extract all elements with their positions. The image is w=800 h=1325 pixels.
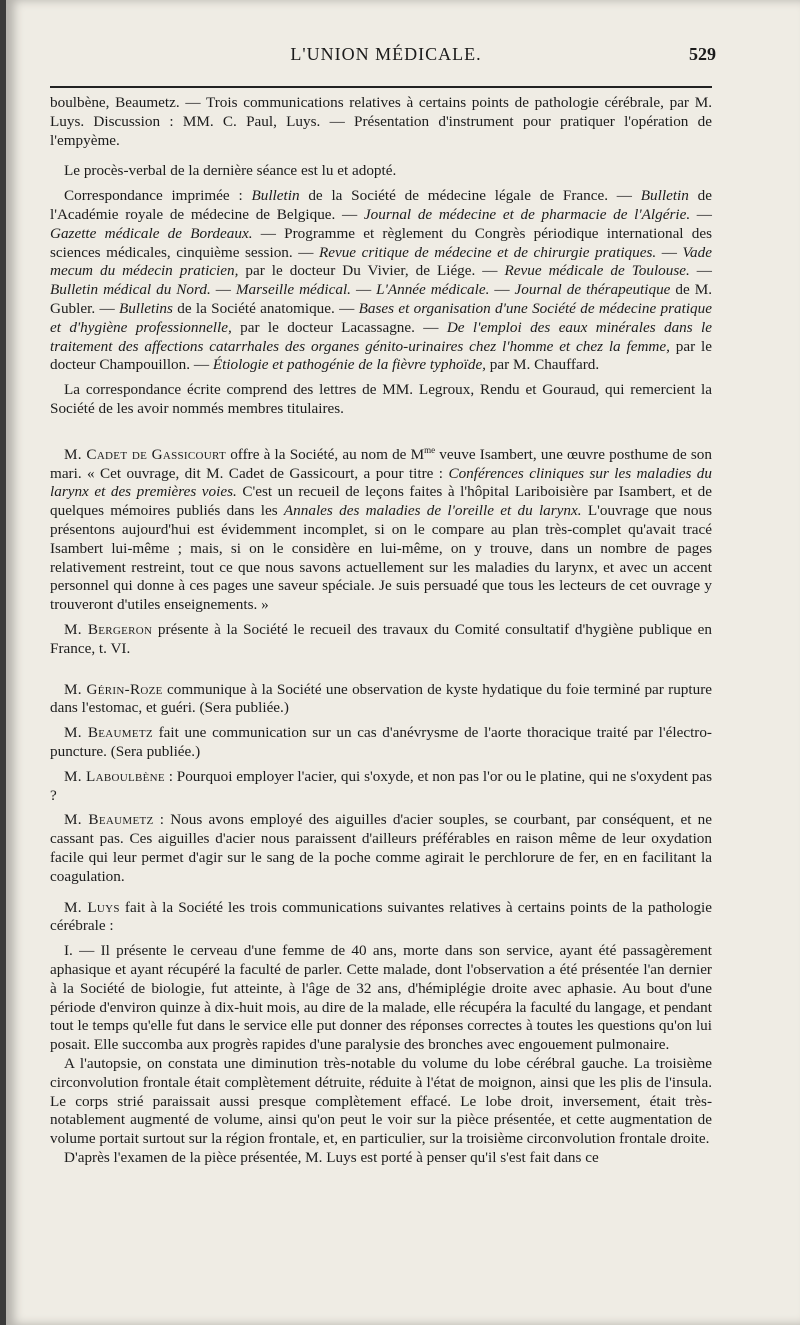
italic-title: Journal de thérapeutique: [514, 281, 671, 299]
paragraph-laboulbene: [50, 768, 712, 806]
journal-title: L'UNION MÉDICALE.: [290, 44, 482, 64]
paragraph-cadet-de-gassicourt: [50, 441, 712, 615]
paragraph-minutes: Le procès-verbal de la dernière séance est lu et adopté.: [64, 162, 397, 180]
paragraph-autopsy: A l'autopsie, on constata une diminution très-notable du volume du lobe cérébral gauche. La troisième circonvolution frontale était complètement détruite, réduite à l'état de moignon, ainsi que les plis de l'insula. Le corps strié paraissait aussi presque complètement effacé. Le lobe droit, inversement, était très-notablement augmenté de volume, ainsi qu'on peut le voir sur la pièce présentée, et cette augmentation de volume portait surtout sur la région frontale, et, en particulier, sur la troisième circonvolution frontale droite.: [50, 1054, 712, 1148]
text-segment: par le docteur Du Vivier, de Liége. —: [238, 262, 505, 280]
paragraph-printed-correspondence: [50, 187, 712, 375]
text-segment: : Pourquoi employer l'acier, qui s'oxyde, et non pas l'or ou le platine, qui ne s'oxydent pas ?: [50, 767, 712, 804]
text-segment: —: [689, 262, 712, 280]
italic-title: De l'emploi des eaux minérales dans le traitement des affections catarrhales des organes génito-urinaires chez l'homme et chez la femme,: [50, 318, 712, 355]
text-segment: de l'Académie royale de médecine de Belgique. —: [50, 187, 712, 223]
paragraph-summary: boulbène, Beaumetz. — Trois communications relatives à certains points de pathologie cérébrale, par M. Luys. Discussion : MM. C. Paul, Luys. — Présentation d'instrument pour pratiquer l'opération de l'empyème.: [50, 94, 712, 149]
text-segment: —: [210, 281, 236, 299]
paragraph-bergeron: [50, 621, 712, 659]
text-segment: par le docteur Champouillon. —: [50, 337, 712, 374]
text-segment: —: [350, 281, 377, 299]
italic-title: Marseille médical.: [235, 281, 351, 299]
italic-title: Revue médicale de Toulouse.: [504, 262, 690, 280]
italic-title: Bulletin: [640, 187, 689, 205]
text-segment: par M. Chauffard.: [485, 356, 600, 374]
running-header: [56, 44, 716, 74]
paragraph-written-correspondence: La correspondance écrite comprend des lettres de MM. Legroux, Rendu et Gouraud, qui remercient la Société de les avoir nommés membres titulaires.: [50, 381, 712, 417]
paragraph-examination: D'après l'examen de la pièce présentée, M. Luys est porté à penser qu'il s'est fait dans ce: [64, 1148, 599, 1166]
text-segment: fait une communication sur un cas d'anévrysme de l'aorte thoracique traité par l'électro-puncture. (Sera publiée.): [50, 724, 712, 760]
text-segment: de la Société de médecine légale de France. —: [299, 187, 641, 205]
text-segment: communique à la Société une observation de kyste hydatique du foie terminé par rupture dans l'estomac, et guéri. (Sera publiée.): [50, 680, 712, 717]
speaker-name: M. Beaumetz: [64, 811, 154, 829]
italic-title: Bases et organisation d'une Société de médecine pratique et d'hygiène professionnelle,: [50, 299, 712, 336]
text-segment: fait à la Société les trois communications suivantes relatives à certains points de la pathologie cérébrale :: [50, 898, 712, 935]
page-number: 529: [689, 44, 716, 64]
italic-title: Bulletin médical du Nord.: [50, 281, 211, 299]
italic-title: Gazette médicale de Bordeaux.: [50, 224, 253, 242]
text-segment: offre à la Société, au nom de M: [226, 445, 425, 463]
text-segment: —: [656, 243, 683, 261]
body-text: [50, 94, 712, 1168]
superscript: me: [424, 444, 436, 455]
italic-title: Bulletin: [251, 187, 300, 205]
text-segment: L'ouvrage que nous présentons aujourd'hui est évidemment incomplet, si on le compare au plan très-complet qu'avait tracé Isambert lui-même ; mais, si on le considère en lui-même, on y trouve, dans un nombre de pages relativement restreint, tout ce que nous savons actuellement sur les maladies du larynx, et avec un accent personnel qui donne à ces pages une saveur spéciale. Je suis persuadé que tous les lecteurs de cet ouvrage y trouveront d'utiles enseignements. »: [50, 502, 712, 614]
text-segment: par le docteur Lacassagne. —: [231, 318, 447, 336]
italic-title: Étiologie et pathogénie de la fièvre typhoïde,: [212, 356, 486, 374]
speaker-name: M. Beaumetz: [64, 724, 153, 742]
paragraph-gerin-roze: [50, 681, 712, 719]
header-rule: [50, 86, 712, 88]
paragraph-beaumetz-communication: [50, 724, 712, 762]
italic-title: Bulletins: [118, 299, 173, 317]
text-segment: présente à la Société le recueil des travaux du Comité consultatif d'hygiène publique en France, t. VI.: [50, 620, 712, 657]
speaker-name: M. Bergeron: [64, 620, 153, 638]
speaker-name: M. Cadet de Gassicourt: [64, 445, 227, 463]
text-segment: —: [690, 205, 712, 223]
text-segment: C'est un recueil de leçons faites à l'hôpital Lariboisière par Isambert, et de quelques mémoires publiés dans les: [50, 483, 712, 520]
italic-title: Conférences cliniques sur les maladies du larynx et des premières voies.: [50, 464, 712, 501]
italic-title: Journal de médecine et de pharmacie de l'Algérie.: [363, 205, 691, 223]
italic-title: Annales des maladies de l'oreille et du larynx.: [283, 502, 582, 520]
italic-title: Revue critique de médecine et de chirurgie pratiques.: [318, 243, 657, 261]
document-page: [6, 0, 800, 1325]
italic-title: Vade mecum du médecin praticien,: [50, 243, 712, 280]
paragraph-luys-case-one: I. — Il présente le cerveau d'une femme de 40 ans, morte dans son service, ayant été passagèrement aphasique et ayant récupéré la faculté de parler. Cette malade, dont l'observation a été présentée l'an dernier à la Société de biologie, fut atteinte, à l'âge de 32 ans, d'hémiplégie droite avec aphasie. Au bout d'une période d'environ quinze à dix-huit mois, au dire de la malade, elle récupéra la faculté du langage, et pendant tout le temps qu'elle fut dans le service elle put donner des réponses correctes à toutes les questions qu'on lui posait. Elle succomba aux progrès rapides d'une paralysie des bronches avec engouement pulmonaire.: [50, 942, 712, 1054]
text-segment: Correspondance imprimée :: [64, 187, 252, 205]
text-segment: de la Société anatomique. —: [172, 299, 359, 317]
text-segment: : Nous avons employé des aiguilles d'acier souples, se courbant, par conséquent, et ne cassant pas. Ces aiguilles d'acier nous paraissent d'ailleurs préférables en raison même de leur oxydation facile qui leur permet d'agir sur le sang de la poche comme agirait le perchlorure de fer, en en facilitant la coagulation.: [50, 811, 713, 885]
text-segment: — Programme et règlement du Congrès périodique international des sciences médicales, cinquième session. —: [50, 224, 712, 261]
speaker-name: M. Luys: [64, 898, 120, 916]
text-segment: veuve Isambert, une œuvre posthume de son mari. « Cet ouvrage, dit M. Cadet de Gassicourt, a pour titre :: [50, 445, 712, 482]
speaker-name: M. Laboulbène: [64, 767, 165, 785]
paragraph-beaumetz-reply: [50, 811, 712, 886]
italic-title: L'Année médicale.: [376, 281, 490, 299]
paragraph-luys-intro: [50, 899, 712, 937]
speaker-name: M. Gérin-Roze: [64, 680, 163, 698]
text-segment: de M. Gubler. —: [50, 281, 713, 317]
text-segment: —: [489, 281, 515, 299]
